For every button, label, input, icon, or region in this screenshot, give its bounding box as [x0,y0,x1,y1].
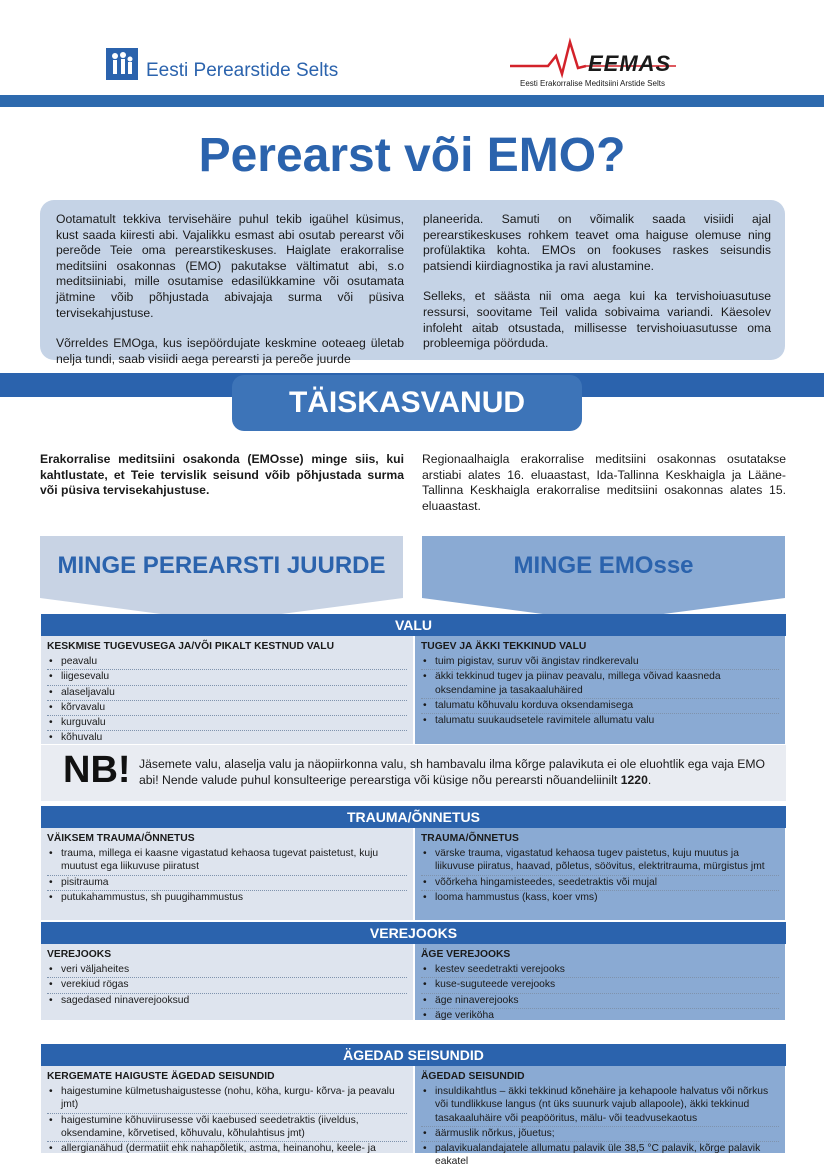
section-right [413,636,785,744]
intro-box [40,200,785,366]
list-item: • alaseljavalu [47,686,407,701]
arrow-emo-label: MINGE EMOsse [513,552,694,579]
header-bar [0,95,824,107]
intro-left-column [56,212,404,382]
intro-right-p2: Selleks, et säästa nii oma aega kui ka tervishoiuasutuse ressursi, soovitame Teil valida sobivaima variandi. Käesolev infoleht aitab otsustada, millisesse tervishoiuasutusse oma probleemiga pöörduda. [423,289,771,351]
right-heading: ÄGEDAD SEISUNDID [421,1071,525,1082]
intro-left-p1: Ootamatult tekkiva tervisehäire puhul tekib igaühel küsimus, kust saada kiiresti abi. Vajalikku esmast abi osutab perearst või pereõde Teie oma perearstikeskuses. Haiglate erakorralise meditsiini osakonnas (EMO) pakutakse vältimatut abi, s.o meditsiiniabi, mille osutamise edasilükkamine või osutamata jätmine võib põhjustada abivajaja surma või püsiva tervisekahjustuse. [56,212,404,320]
list-item: • looma hammustus (kass, koer vms) [421,891,779,905]
eemas-word: EEMAS [588,51,672,76]
section-title: ÄGEDAD SEISUNDID [41,1044,786,1066]
nb-text-end: . [647,772,652,787]
list-item: • sagedased ninaverejooksud [47,994,407,1008]
list-item: • äkki tekkinud tugev ja piinav peavalu, millega võivad kaasneda oksendamine ja tasakaaluhäired [421,670,779,698]
section-left [41,636,413,744]
eemas-subtitle: Eesti Erakorralise Meditsiini Arstide Selts [520,79,665,88]
arrow-perearst-label: MINGE PEREARSTI JUURDE [57,552,386,579]
left-heading: KESKMISE TUGEVUSEGA JA/VÕI PIKALT KESTNUD VALU [47,641,335,652]
section-trauma [41,806,786,920]
left-heading: VEREJOOKS [47,949,112,960]
section-left [41,944,413,1020]
section-title: VALU [41,614,786,636]
adults-left-text: Erakorralise meditsiini osakonda (EMOsse) minge siis, kui kahtlustate, et Teie tervislik seisund võib põhjustada surma või püsiva tervisekahjustuse. [40,452,404,498]
list-item: • kõhuvalu [47,731,407,745]
adults-right-text: Regionaalhaigla erakorralise meditsiini osakonnas osutatakse arstiabi alates 16. eluaastast, Ida-Tallinna Keskhaigla ja Lääne-Tallinna Keskhaigla erakorralise meditsiini osakonnas alates 15. eluaastast. [422,452,786,513]
nb-text-main: Jäsemete valu, alaselja valu ja näopiirkonna valu, sh hambavalu ilma kõrge palavikuta ei ole eluohtlik ega vaja EMO abi! Nende valude puhul konsulteerige perearstiga või küsige nõu perearsti nõuandeliinilt [139,757,765,787]
list-item: • äge ninaverejooks [421,994,779,1009]
family-logo-icon [106,48,138,80]
list-item: • haigestumine kõhuviirusesse või kaebused seedetraktis (iiveldus, oksendamine, kõrvetised, kõhuvalu, kõhulahtisus jmt) [47,1114,407,1142]
list-item: • talumatu kõhuvalu korduva oksendamisega [421,699,779,714]
section-left [41,1066,413,1153]
section-verejooks [41,922,786,1020]
section-right [413,1066,785,1168]
right-heading: TRAUMA/ÕNNETUS [421,833,519,844]
list-item: • peavalu [47,655,407,670]
list-item: • trauma, millega ei kaasne vigastatud kehaosa tugevat paistetust, kuju muutust ega liikuvuse piiratust [47,847,407,875]
right-heading: TUGEV JA ÄKKI TEKKINUD VALU [421,641,587,652]
section-valu [41,614,786,744]
list-item: • kuse-suguteede verejooks [421,978,779,993]
perearstide-selts-logo [106,48,366,84]
eemas-logo [508,38,708,90]
page-title: Perearst või EMO? [198,129,626,182]
list-item: • äärmuslik nõrkus, jõuetus; [421,1127,779,1142]
list-item: • allergianähud (dermatiit ehk nahapõletik, astma, heinanohu, keele- ja [47,1142,407,1156]
list-item: • insuldikahtlus – äkki tekkinud kõnehäire ja kehapoole halvatus või nõrkus või tundlikkuse langus (nt üks suunurk vajub allapoole), äkki tekkinud tasakaaluhäire või peapööritus, mälu- või teadvusekaotus [421,1085,779,1127]
list-item: • värske trauma, vigastatud kehaosa tugev paistetus, kuju muutus ja liikuvuse piiratus, haavad, põletus, söövitus, elektritrauma, mürgistus jmt [421,847,779,875]
intro-left-p2: Võrreldes EMOga, kus isepöördujate keskmine ooteaeg ületab nelja tundi, saab visiidi aega perearsti ja pereõe juurde [56,336,404,366]
left-heading: KERGEMATE HAIGUSTE ÄGEDAD SEISUNDID [47,1071,275,1082]
list-item: • kestev seedetrakti verejooks [421,963,779,978]
list-item: • talumatu suukaudsetele ravimitele allumatu valu [421,714,779,728]
nb-phone: 1220 [620,772,648,787]
adults-tab: TÄISKASVANUD [232,375,582,431]
section-title: TRAUMA/ÕNNETUS [41,806,786,828]
list-item: • võõrkeha hingamisteedes, seedetraktis või mujal [421,876,779,891]
list-item: • palavikualandajatele allumatu palavik üle 38,5 °C palavik, kõrge palavik eakatel [421,1142,779,1169]
section-agedad [41,1044,786,1168]
list-item: • verekiud rögas [47,978,407,993]
left-heading: VÄIKSEM TRAUMA/ÕNNETUS [47,833,195,844]
list-item: • haigestumine külmetushaigustesse (nohu, köha, kurgu- kõrva- ja peavalu jmt) [47,1085,407,1113]
arrow-perearst [40,536,403,622]
section-title: VEREJOOKS [41,922,786,944]
nb-label: NB! [63,749,131,791]
nb-note [41,745,786,801]
logo-left-text: Eesti Perearstide Selts [146,60,339,81]
list-item: • pisitrauma [47,876,407,891]
list-item: • liigesevalu [47,670,407,685]
list-item: • kurguvalu [47,716,407,731]
list-item: • tuim pigistav, suruv või ängistav rindkerevalu [421,655,779,670]
right-heading: ÄGE VEREJOOKS [421,949,511,960]
section-right [413,828,785,920]
intro-right-p1: planeerida. Samuti on võimalik saada visiidi ajal perearstikeskuses rohkem teavet oma haiguse olemuse ning profülaktika kohta. EMOs on fookuses raskes seisundis patsiendi kiirdiagnostika ja ravi alustamine. [423,212,771,273]
section-right [413,944,785,1020]
arrow-emo [422,536,785,622]
list-item: • putukahammustus, sh puugihammustus [47,891,407,905]
section-left [41,828,413,920]
list-item: • kõrvavalu [47,701,407,716]
list-item: • äge veriköha [421,1009,779,1023]
intro-right-column [423,212,771,367]
nb-text [139,757,779,788]
list-item: • veri väljaheites [47,963,407,978]
